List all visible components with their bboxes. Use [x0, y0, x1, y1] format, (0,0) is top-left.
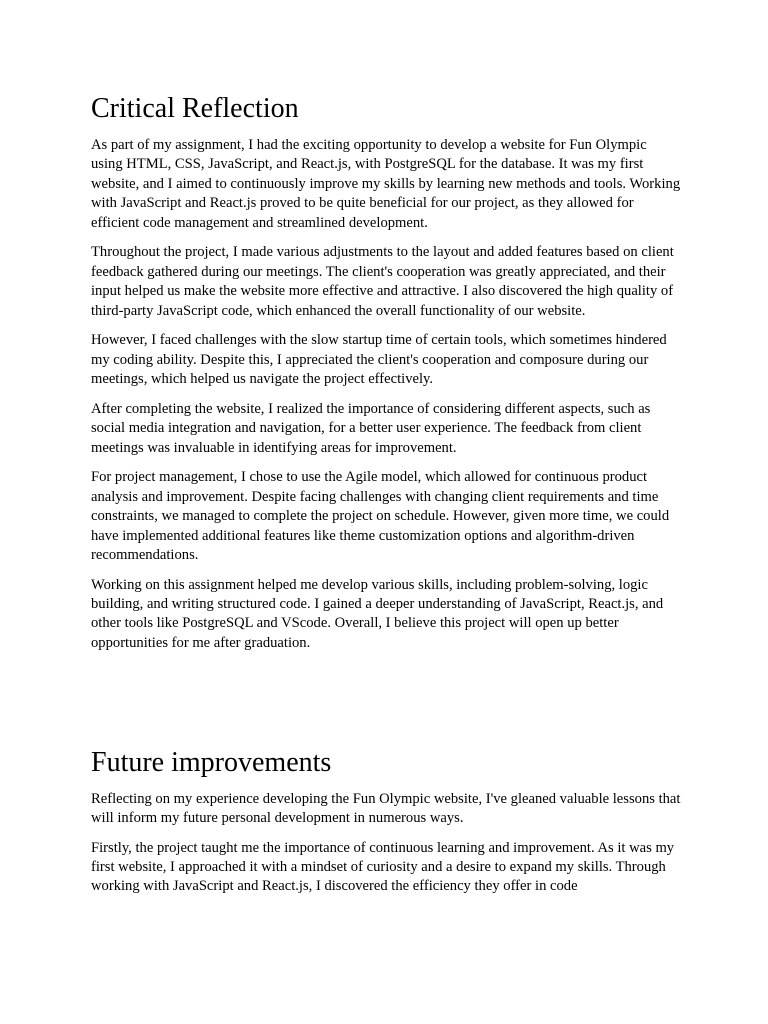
paragraph: After completing the website, I realized the importance of considering different aspects, such as social media integration and navigation, for a better user experience. The feedback from client meetings was invaluable in identifying areas for improvement. — [91, 400, 651, 456]
section-heading: Future improvements — [91, 746, 332, 778]
document-page — [91, 92, 681, 907]
paragraph: As part of my assignment, I had the exciting opportunity to develop a website for Fun Olympic using HTML, CSS, JavaScript, and React.js, with PostgreSQL for the database. It was my first website, and I aimed to continuously improve my skills by learning new methods and tools. Working with JavaScript and React.js proved to be quite beneficial for our project, as they allowed for efficient code management and streamlined development. — [91, 137, 681, 231]
paragraph: Working on this assignment helped me develop various skills, including problem-solving, logic building, and writing structured code. I gained a deeper understanding of JavaScript, React.js, and other tools like PostgreSQL and VScode. Overall, I believe this project will open up better opportunities for me after graduation. — [91, 576, 664, 651]
future-improvements-section — [91, 746, 681, 897]
paragraph: Firstly, the project taught me the importance of continuous learning and improvement. As it was my first website, I approached it with a mindset of curiosity and a desire to expand my skills. Through working with JavaScript and React.js, I discovered the efficiency they offer in code — [91, 839, 675, 895]
section-spacer — [91, 664, 681, 746]
paragraph: Throughout the project, I made various adjustments to the layout and added features based on client feedback gathered during our meetings. The client's cooperation was greatly appreciated, and their input helped us make the website more effective and attractive. I also discovered the high quality of third-party JavaScript code, which enhanced the overall functionality of our website. — [91, 244, 674, 319]
section-heading: Critical Reflection — [91, 93, 299, 124]
paragraph: For project management, I chose to use the Agile model, which allowed for continuous product analysis and improvement. Despite facing challenges with changing client requirements and time constraints, we managed to complete the project on schedule. However, given more time, we could have implemented additional features like theme customization options and algorithm-driven recommendations. — [91, 469, 670, 563]
critical-reflection-section — [91, 92, 681, 653]
paragraph: However, I faced challenges with the slow startup time of certain tools, which sometimes hindered my coding ability. Despite this, I appreciated the client's cooperation and composure during our meetings, which helped us navigate the project effectively. — [91, 332, 667, 388]
paragraph: Reflecting on my experience developing the Fun Olympic website, I've gleaned valuable lessons that will inform my future personal development in numerous ways. — [91, 790, 681, 826]
